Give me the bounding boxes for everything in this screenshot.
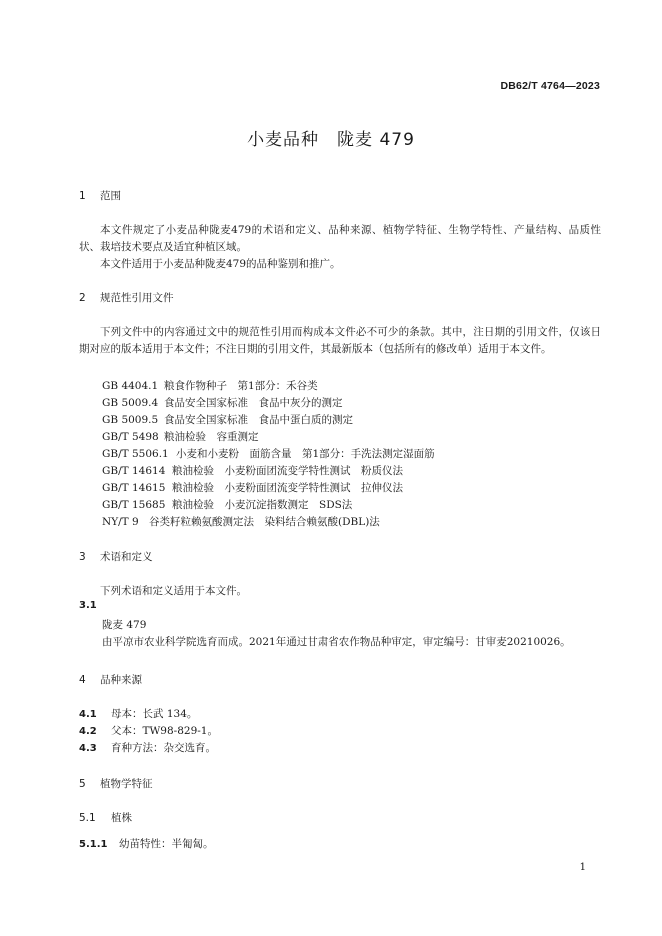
section-title: 规范性引用文件 [100,292,174,304]
scope-paragraph-1: 本文件规定了小麦品种陇麦479的术语和定义、品种来源、植物学特征、生物学特性、产量结构、品质性状、栽培技术要点及适宜种植区域。 [79,224,601,253]
scope-paragraph-2: 本文件适用于小麦品种陇麦479的品种鉴别和推广。 [100,258,341,270]
term-number: 3.1 [79,600,97,611]
reference-item [102,480,403,495]
item-text: 幼苗特性：半匍匐。 [119,838,214,850]
list-item [79,723,218,738]
list-item [79,706,197,721]
reference-title: 粮油检验 容重测定 [164,431,259,443]
term-name: 陇麦 479 [102,619,147,631]
item-number: 5.1.1 [79,839,108,850]
terms-intro: 下列术语和定义适用于本文件。 [100,585,247,597]
reference-title: 谷类籽粒赖氨酸测定法 染料结合赖氨酸(DBL)法 [149,516,380,528]
section-3-heading [79,549,153,564]
reference-code: GB 5009.5 [102,414,159,426]
section-1-heading [79,188,121,203]
section-5-heading [79,776,153,791]
section-title: 术语和定义 [100,551,153,563]
section-title: 范围 [100,190,121,202]
reference-item [102,378,318,393]
reference-code: GB 4404.1 [102,380,159,392]
reference-title: 食品安全国家标准 食品中灰分的测定 [164,397,343,409]
section-title: 品种来源 [100,674,142,686]
reference-code: GB/T 5498 [102,431,159,443]
reference-title: 小麦和小麦粉 面筋含量 第1部分：手洗法测定湿面筋 [176,448,435,460]
term-definition: 由平凉市农业科学院选育而成。2021年通过甘肃省农作物品种审定，审定编号：甘审麦20210026。 [102,636,571,648]
section-title: 植物学特征 [100,778,153,790]
subsection-heading [79,810,132,825]
reference-code: GB/T 5506.1 [102,448,169,460]
reference-title: 食品安全国家标准 食品中蛋白质的测定 [164,414,353,426]
reference-item [102,412,353,427]
list-item [79,740,216,755]
subsection-title: 植株 [111,812,132,824]
item-number: 4.1 [79,709,97,720]
item-number: 4.2 [79,726,97,737]
item-text: 父本：TW98-829-1。 [111,725,218,737]
reference-item [102,463,403,478]
item-text: 母本：长武 134。 [111,708,198,720]
subsection-number: 5.1 [79,812,96,824]
references-intro: 下列文件中的内容通过文中的规范性引用而构成本文件必不可少的条款。其中，注日期的引用文件，仅该日期对应的版本适用于本文件；不注日期的引用文件，其最新版本（包括所有的修改单）适用于本文件。 [79,326,601,355]
reference-title: 粮油检验 小麦沉淀指数测定 SDS法 [172,499,353,511]
section-number: 3 [79,551,86,563]
standard-number: DB62/T 4764—2023 [500,80,600,92]
document-title: 小麦品种 陇麦 479 [247,130,415,150]
reference-code: GB/T 15685 [102,499,166,511]
reference-item [102,514,380,529]
reference-code: GB 5009.4 [102,397,159,409]
section-number: 2 [79,292,86,304]
reference-item [102,446,435,461]
reference-item [102,429,259,444]
section-number: 4 [79,674,86,686]
reference-code: GB/T 14614 [102,465,166,477]
section-number: 5 [79,778,86,790]
reference-item [102,395,343,410]
list-item [79,836,214,851]
reference-code: NY/T 9 [102,516,139,528]
reference-title: 粮油检验 小麦粉面团流变学特性测试 粉质仪法 [172,465,403,477]
item-number: 4.3 [79,743,97,754]
item-text: 育种方法：杂交选育。 [111,742,216,754]
page-number: 1 [579,862,586,873]
reference-title: 粮食作物种子 第1部分：禾谷类 [164,380,318,392]
section-number: 1 [79,190,86,202]
section-2-heading [79,290,174,305]
reference-title: 粮油检验 小麦粉面团流变学特性测试 拉伸仪法 [172,482,403,494]
reference-item [102,497,352,512]
section-4-heading [79,672,142,687]
reference-code: GB/T 14615 [102,482,166,494]
